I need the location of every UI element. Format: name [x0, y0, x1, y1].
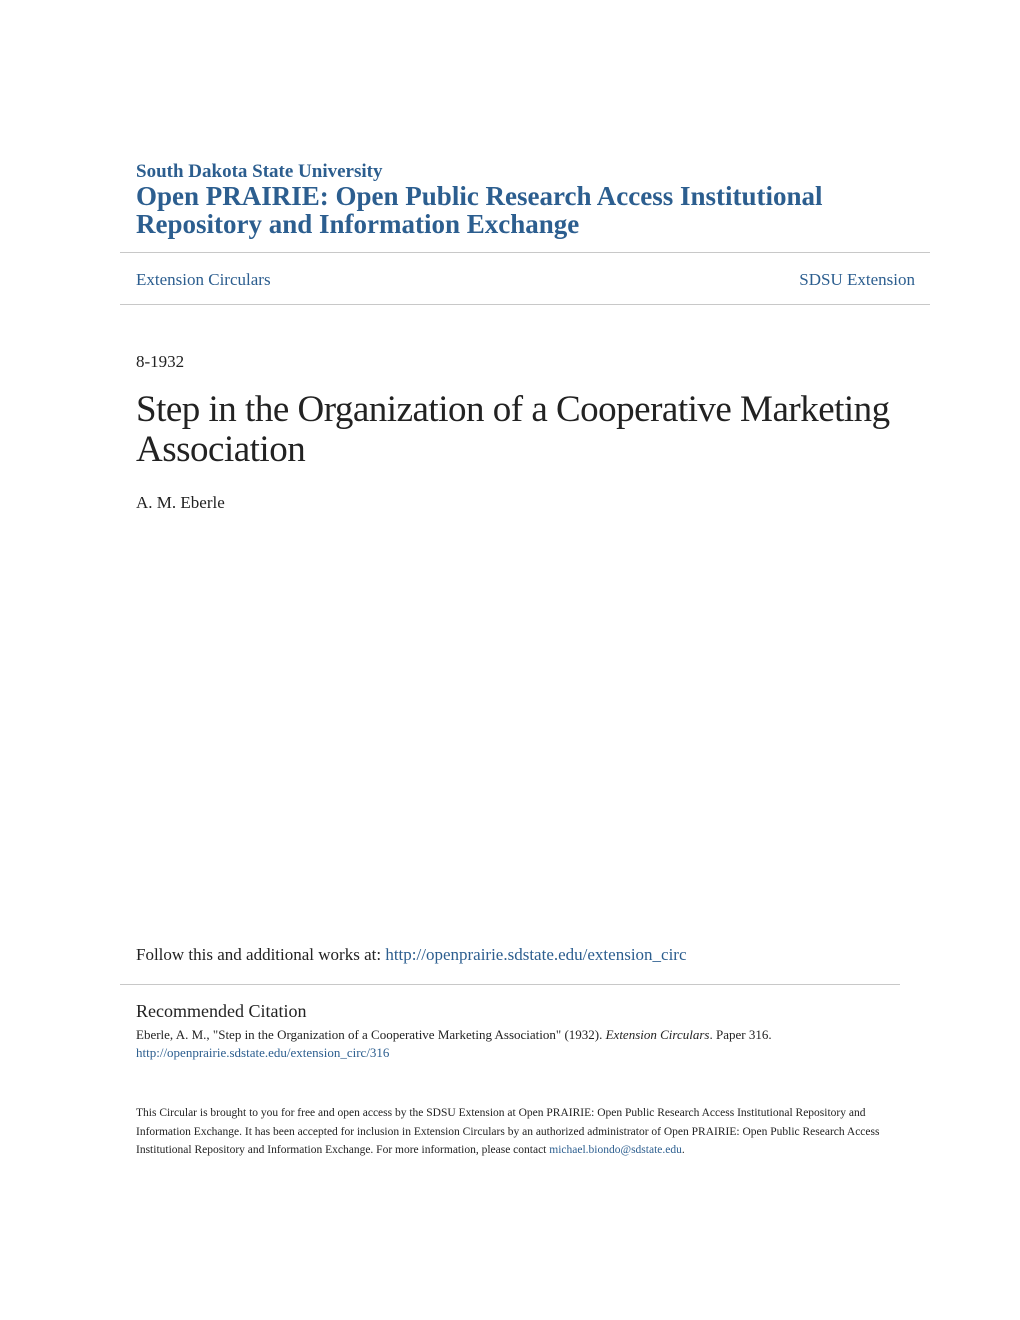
citation-body — [136, 1026, 896, 1062]
citation-series: Extension Circulars — [605, 1027, 710, 1042]
follow-label: Follow this and additional works at: — [136, 945, 386, 964]
follow-url-link[interactable]: http://openprairie.sdstate.edu/extension_circ — [385, 945, 687, 964]
follow-line — [136, 943, 687, 967]
document-author: A. M. Eberle — [136, 493, 225, 512]
collections-divider — [120, 304, 930, 305]
citation-divider — [120, 984, 900, 985]
access-notice — [136, 1104, 896, 1160]
citation-url-link[interactable]: http://openprairie.sdstate.edu/extension_circ/316 — [136, 1045, 390, 1060]
document-title: Step in the Organization of a Cooperative Marketing Association — [136, 389, 890, 470]
citation-text: Eberle, A. M., "Step in the Organization of a Cooperative Marketing Association" (1932). — [136, 1027, 606, 1042]
notice-end: . — [681, 1144, 685, 1156]
repository-link[interactable]: Open PRAIRIE: Open Public Research Access Institutional Repository and Information Exchange — [136, 181, 823, 239]
university-name: South Dakota State University — [136, 161, 383, 182]
citation-heading: Recommended Citation — [136, 1001, 307, 1021]
header-divider — [120, 252, 930, 253]
publication-date: 8-1932 — [136, 352, 185, 371]
collection-link-extension-circulars[interactable]: Extension Circulars — [136, 270, 271, 289]
notice-text: This Circular is brought to you for free and open access by the SDSU Extension at Open PRAIRIE: Open Public Research Access Institutional Repository and Information Exchange. It has been accepted for inclusion in Extension Circulars by an authorized administrator of Open PRAIRIE: Open Public Research Access Institutional Repository and Information Exchange. For more information, please contact — [136, 1107, 880, 1156]
collection-link-sdsu-extension[interactable]: SDSU Extension — [799, 270, 915, 289]
citation-paper: . Paper 316. — [709, 1027, 772, 1042]
contact-email-link[interactable]: michael.biondo@sdstate.edu — [549, 1144, 682, 1156]
